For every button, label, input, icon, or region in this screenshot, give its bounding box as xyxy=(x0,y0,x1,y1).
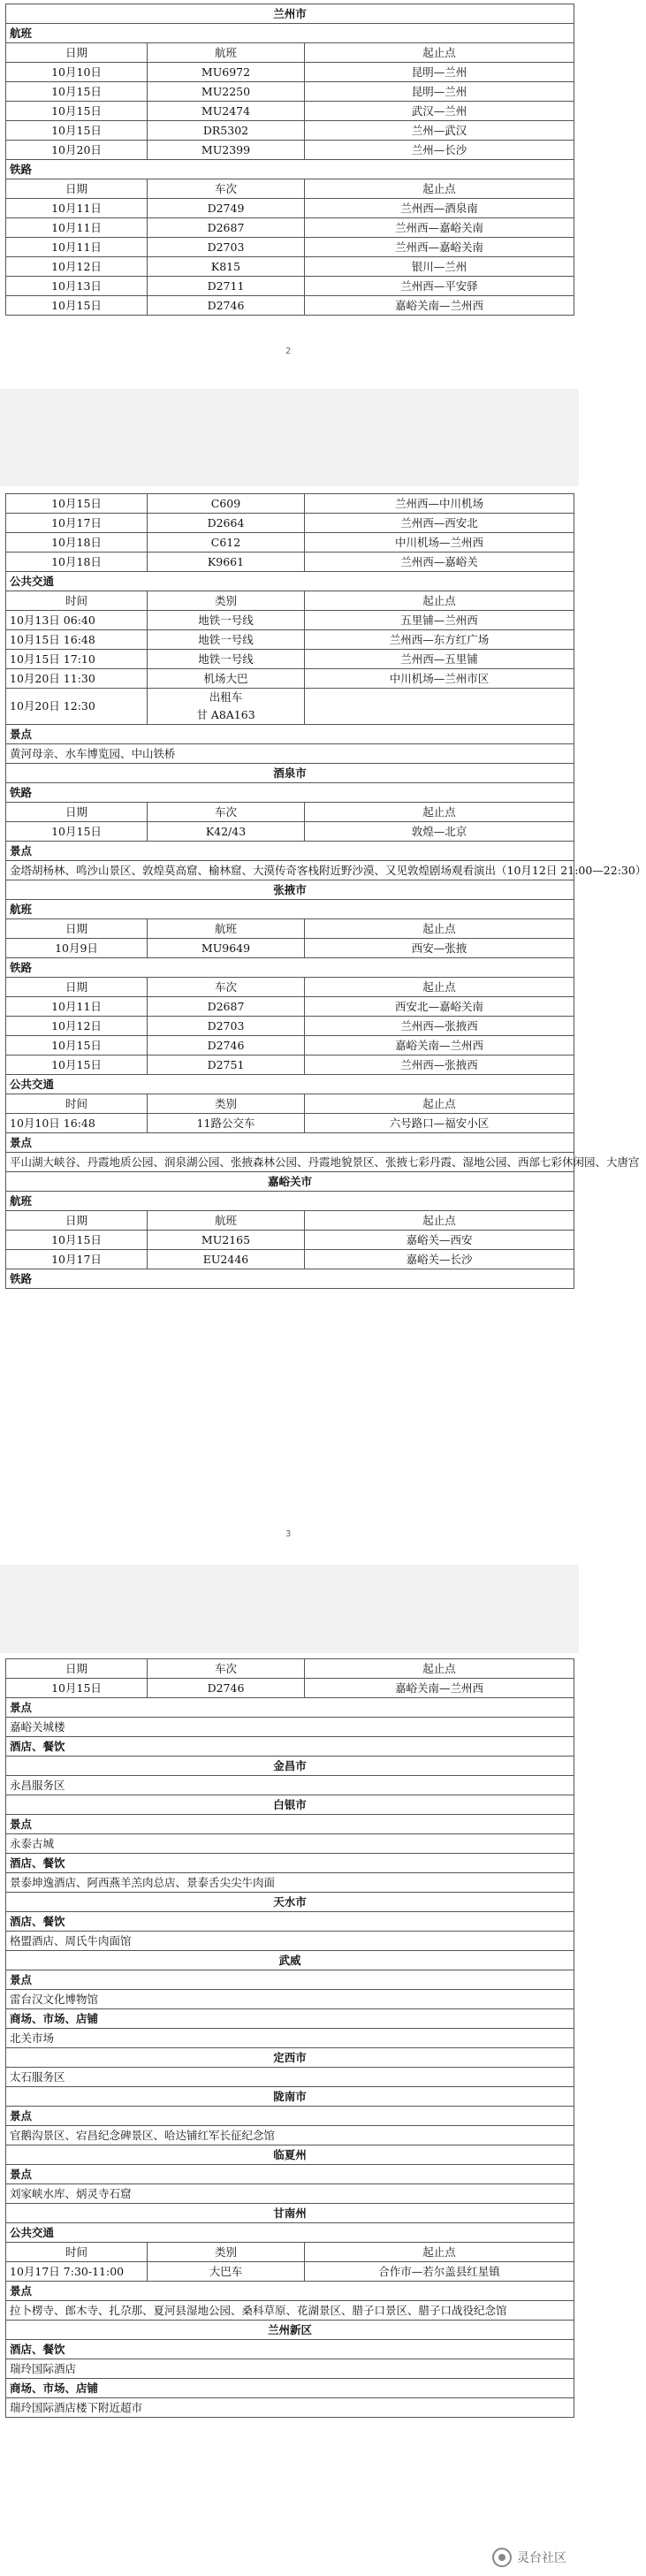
header-cell: 车次 xyxy=(148,179,305,199)
table-row xyxy=(6,277,574,296)
section-label: 景点 xyxy=(6,1698,574,1718)
route-cell: 兰州西—西安北 xyxy=(305,514,574,533)
route-cell: 昆明—兰州 xyxy=(305,82,574,102)
route-cell: 中川机场—兰州市区 xyxy=(305,669,574,689)
header-cell: 时间 xyxy=(6,591,148,611)
table-row xyxy=(6,141,574,160)
table-row xyxy=(6,822,574,842)
header-cell: 起止点 xyxy=(305,803,574,822)
header-cell: 起止点 xyxy=(305,1211,574,1231)
route-cell: 嘉峪关南—兰州西 xyxy=(305,1679,574,1698)
page-number: 2 xyxy=(285,347,292,356)
date-cell: 10月15日 xyxy=(6,82,148,102)
train-cell: D2703 xyxy=(148,1017,305,1036)
type-cell xyxy=(148,689,305,725)
food-list: 景泰坤逸酒店、阿西燕羊羔肉总店、景泰舌尖尖牛肉面 xyxy=(6,1873,574,1893)
table-row xyxy=(6,650,574,669)
type-cell: 11路公交车 xyxy=(148,1114,305,1133)
date-cell: 10月11日 xyxy=(6,218,148,238)
table-row xyxy=(6,218,574,238)
route-cell: 兰州西—张掖西 xyxy=(305,1056,574,1075)
flight-cell: MU9649 xyxy=(148,939,305,958)
route-cell: 兰州西—嘉峪关南 xyxy=(305,238,574,257)
date-cell: 10月15日 xyxy=(6,121,148,141)
header-cell: 日期 xyxy=(6,43,148,63)
scenic-list: 嘉峪关城楼 xyxy=(6,1718,574,1737)
date-cell: 10月18日 xyxy=(6,553,148,572)
type-cell: 地铁一号线 xyxy=(148,611,305,630)
table-row xyxy=(6,1036,574,1056)
section-label: 景点 xyxy=(6,1970,574,1990)
header-cell: 日期 xyxy=(6,978,148,997)
scenic-list: 平山湖大峡谷、丹霞地质公园、润泉湖公园、张掖森林公园、丹霞地貌景区、张掖七彩丹霞、湿地公园、西部七彩休闲园、大唐宫 xyxy=(6,1153,574,1172)
date-cell: 10月11日 xyxy=(6,199,148,218)
train-cell: D2746 xyxy=(148,1036,305,1056)
page3-table xyxy=(5,1658,574,2418)
taxi-label: 出租车 xyxy=(209,690,243,704)
scenic-list: 永泰古城 xyxy=(6,1834,574,1854)
table-row xyxy=(6,238,574,257)
table-row xyxy=(6,2262,574,2282)
date-cell: 10月12日 xyxy=(6,257,148,277)
route-cell: 兰州西—酒泉南 xyxy=(305,199,574,218)
scenic-list: 雷台汉文化博物馆 xyxy=(6,1990,574,2009)
document-page-2 xyxy=(0,486,646,1565)
route-cell xyxy=(305,689,574,725)
watermark xyxy=(492,2548,566,2567)
flight-cell: EU2446 xyxy=(148,1250,305,1269)
city-title: 张掖市 xyxy=(6,880,574,900)
route-cell: 银川—兰州 xyxy=(305,257,574,277)
header-cell: 日期 xyxy=(6,1659,148,1679)
type-cell: 大巴车 xyxy=(148,2262,305,2282)
section-label: 商场、市场、店铺 xyxy=(6,2379,574,2398)
section-label: 景点 xyxy=(6,2165,574,2184)
food-list: 格盟酒店、周氏牛肉面馆 xyxy=(6,1932,574,1951)
header-cell: 日期 xyxy=(6,919,148,939)
lanzhou-table xyxy=(5,4,574,316)
section-label: 酒店、餐饮 xyxy=(6,1912,574,1932)
scenic-list: 官鹅沟景区、宕昌纪念碑景区、哈达铺红军长征纪念馆 xyxy=(6,2126,574,2145)
scenic-list: 金塔胡杨林、鸣沙山景区、敦煌莫高窟、榆林窟、大漠传奇客栈附近野沙漠、又见敦煌剧场观看演出（10月12日 21:00—22:30） xyxy=(6,861,574,880)
section-label: 公共交通 xyxy=(6,572,574,591)
flight-cell: MU2399 xyxy=(148,141,305,160)
section-label: 景点 xyxy=(6,2107,574,2126)
route-cell: 敦煌—北京 xyxy=(305,822,574,842)
train-cell: D2703 xyxy=(148,238,305,257)
food-list: 瑞玲国际酒店 xyxy=(6,2359,574,2379)
route-cell: 兰州西—嘉峪关南 xyxy=(305,218,574,238)
date-cell: 10月18日 xyxy=(6,533,148,553)
section-label: 酒店、餐饮 xyxy=(6,1854,574,1873)
train-cell: D2687 xyxy=(148,997,305,1017)
type-cell: 地铁一号线 xyxy=(148,630,305,650)
table-row xyxy=(6,611,574,630)
section-label: 铁路 xyxy=(6,783,574,803)
page-gap xyxy=(0,1565,579,1653)
date-cell: 10月15日 xyxy=(6,102,148,121)
header-cell: 日期 xyxy=(6,803,148,822)
scenic-list: 黄河母亲、水车博览园、中山铁桥 xyxy=(6,744,574,764)
train-cell: D2746 xyxy=(148,296,305,316)
header-cell: 类别 xyxy=(148,591,305,611)
table-header-row xyxy=(6,591,574,611)
route-cell: 兰州西—平安驿 xyxy=(305,277,574,296)
header-cell: 起止点 xyxy=(305,591,574,611)
train-cell: D2664 xyxy=(148,514,305,533)
section-label: 酒店、餐饮 xyxy=(6,2340,574,2359)
table-row xyxy=(6,1679,574,1698)
table-header-row xyxy=(6,179,574,199)
section-label: 航班 xyxy=(6,24,574,43)
route-cell: 兰州西—东方红广场 xyxy=(305,630,574,650)
route-cell: 嘉峪关南—兰州西 xyxy=(305,296,574,316)
table-row xyxy=(6,63,574,82)
section-label: 酒店、餐饮 xyxy=(6,1737,574,1757)
train-cell: D2711 xyxy=(148,277,305,296)
flight-cell: DR5302 xyxy=(148,121,305,141)
header-cell: 起止点 xyxy=(305,919,574,939)
header-cell: 车次 xyxy=(148,1659,305,1679)
header-cell: 时间 xyxy=(6,1094,148,1114)
city-title: 金昌市 xyxy=(6,1757,574,1776)
route-cell: 嘉峪关—西安 xyxy=(305,1231,574,1250)
route-cell: 中川机场—兰州西 xyxy=(305,533,574,553)
table-row xyxy=(6,1250,574,1269)
header-cell: 起止点 xyxy=(305,1094,574,1114)
date-cell: 10月15日 xyxy=(6,1231,148,1250)
train-cell: D2687 xyxy=(148,218,305,238)
flight-cell: MU6972 xyxy=(148,63,305,82)
table-header-row xyxy=(6,1211,574,1231)
header-cell: 航班 xyxy=(148,43,305,63)
route-cell: 西安—张掖 xyxy=(305,939,574,958)
section-label: 航班 xyxy=(6,900,574,919)
train-cell: C612 xyxy=(148,533,305,553)
date-cell: 10月11日 xyxy=(6,238,148,257)
table-header-row xyxy=(6,2243,574,2262)
header-cell: 时间 xyxy=(6,2243,148,2262)
header-cell: 航班 xyxy=(148,919,305,939)
train-cell: D2751 xyxy=(148,1056,305,1075)
flight-cell: MU2165 xyxy=(148,1231,305,1250)
date-cell: 10月10日 xyxy=(6,63,148,82)
header-cell: 起止点 xyxy=(305,1659,574,1679)
date-cell: 10月17日 xyxy=(6,514,148,533)
section-label: 公共交通 xyxy=(6,1075,574,1094)
section-label: 景点 xyxy=(6,1815,574,1834)
table-row xyxy=(6,257,574,277)
table-row xyxy=(6,1017,574,1036)
table-header-row xyxy=(6,43,574,63)
wechat-logo-icon xyxy=(492,2548,512,2567)
date-cell: 10月12日 xyxy=(6,1017,148,1036)
route-cell: 兰州西—张掖西 xyxy=(305,1017,574,1036)
date-cell: 10月9日 xyxy=(6,939,148,958)
table-header-row xyxy=(6,919,574,939)
city-title: 天水市 xyxy=(6,1893,574,1912)
time-cell: 10月15日 16:48 xyxy=(6,630,148,650)
market-list: 北关市场 xyxy=(6,2029,574,2048)
section-label: 铁路 xyxy=(6,958,574,978)
table-row xyxy=(6,553,574,572)
table-row xyxy=(6,1056,574,1075)
table-row xyxy=(6,1114,574,1133)
food-list: 永昌服务区 xyxy=(6,1776,574,1795)
train-cell: D2749 xyxy=(148,199,305,218)
header-cell: 日期 xyxy=(6,179,148,199)
table-row xyxy=(6,102,574,121)
route-cell: 武汉—兰州 xyxy=(305,102,574,121)
date-cell: 10月15日 xyxy=(6,1679,148,1698)
table-row xyxy=(6,82,574,102)
section-label: 景点 xyxy=(6,2282,574,2301)
route-cell: 昆明—兰州 xyxy=(305,63,574,82)
section-label: 航班 xyxy=(6,1192,574,1211)
header-cell: 日期 xyxy=(6,1211,148,1231)
header-cell: 起止点 xyxy=(305,179,574,199)
table-row xyxy=(6,939,574,958)
type-cell: 地铁一号线 xyxy=(148,650,305,669)
section-label: 商场、市场、店铺 xyxy=(6,2009,574,2029)
table-header-row xyxy=(6,978,574,997)
table-header-row xyxy=(6,803,574,822)
type-cell: 机场大巴 xyxy=(148,669,305,689)
city-title: 兰州市 xyxy=(6,4,574,24)
table-row xyxy=(6,121,574,141)
time-cell: 10月17日 7:30-11:00 xyxy=(6,2262,148,2282)
table-row xyxy=(6,199,574,218)
date-cell: 10月17日 xyxy=(6,1250,148,1269)
route-cell: 兰州西—五里铺 xyxy=(305,650,574,669)
route-cell: 六号路口—福安小区 xyxy=(305,1114,574,1133)
table-row xyxy=(6,630,574,650)
city-title: 白银市 xyxy=(6,1795,574,1815)
date-cell: 10月15日 xyxy=(6,494,148,514)
section-label: 铁路 xyxy=(6,1269,574,1289)
plate-label: 甘 A8A163 xyxy=(196,708,255,721)
table-row xyxy=(6,296,574,316)
document-page-3 xyxy=(0,1653,579,2576)
train-cell: D2746 xyxy=(148,1679,305,1698)
header-cell: 起止点 xyxy=(305,43,574,63)
date-cell: 10月20日 xyxy=(6,141,148,160)
watermark-label: 灵台社区 xyxy=(517,2551,566,2565)
city-title: 甘南州 xyxy=(6,2204,574,2223)
flight-cell: MU2250 xyxy=(148,82,305,102)
city-title: 定西市 xyxy=(6,2048,574,2068)
table-row xyxy=(6,533,574,553)
time-cell: 10月13日 06:40 xyxy=(6,611,148,630)
scenic-list: 拉卜楞寺、郎木寺、扎尕那、夏河县湿地公园、桑科草原、花湖景区、腊子口景区、腊子口战役纪念馆 xyxy=(6,2301,574,2321)
time-cell: 10月20日 11:30 xyxy=(6,669,148,689)
flight-cell: MU2474 xyxy=(148,102,305,121)
route-cell: 嘉峪关南—兰州西 xyxy=(305,1036,574,1056)
document-page-1 xyxy=(0,0,579,389)
header-cell: 类别 xyxy=(148,2243,305,2262)
section-label: 景点 xyxy=(6,725,574,744)
route-cell: 兰州西—嘉峪关 xyxy=(305,553,574,572)
header-cell: 车次 xyxy=(148,803,305,822)
city-title: 兰州新区 xyxy=(6,2321,574,2340)
route-cell: 兰州西—中川机场 xyxy=(305,494,574,514)
date-cell: 10月15日 xyxy=(6,296,148,316)
city-title: 临夏州 xyxy=(6,2145,574,2165)
train-cell: K815 xyxy=(148,257,305,277)
city-title: 陇南市 xyxy=(6,2087,574,2107)
route-cell: 嘉峪关—长沙 xyxy=(305,1250,574,1269)
route-cell: 兰州—长沙 xyxy=(305,141,574,160)
page-number: 3 xyxy=(285,1529,292,1539)
table-row xyxy=(6,1231,574,1250)
route-cell: 合作市—若尔盖县红星镇 xyxy=(305,2262,574,2282)
header-cell: 类别 xyxy=(148,1094,305,1114)
header-cell: 起止点 xyxy=(305,978,574,997)
market-list: 瑞玲国际酒店楼下附近超市 xyxy=(6,2398,574,2418)
section-label: 铁路 xyxy=(6,160,574,179)
time-cell: 10月15日 17:10 xyxy=(6,650,148,669)
city-title: 武威 xyxy=(6,1951,574,1970)
scenic-list: 刘家峡水库、炳灵寺石窟 xyxy=(6,2184,574,2204)
table-row xyxy=(6,669,574,689)
time-cell: 10月10日 16:48 xyxy=(6,1114,148,1133)
date-cell: 10月11日 xyxy=(6,997,148,1017)
section-label: 公共交通 xyxy=(6,2223,574,2243)
table-row xyxy=(6,514,574,533)
header-cell: 车次 xyxy=(148,978,305,997)
section-label: 景点 xyxy=(6,1133,574,1153)
date-cell: 10月15日 xyxy=(6,1056,148,1075)
date-cell: 10月13日 xyxy=(6,277,148,296)
header-cell: 航班 xyxy=(148,1211,305,1231)
time-cell: 10月20日 12:30 xyxy=(6,689,148,725)
train-cell: C609 xyxy=(148,494,305,514)
date-cell: 10月15日 xyxy=(6,822,148,842)
table-row xyxy=(6,494,574,514)
food-list: 太石服务区 xyxy=(6,2068,574,2087)
table-header-row xyxy=(6,1094,574,1114)
train-cell: K42/43 xyxy=(148,822,305,842)
city-title: 嘉峪关市 xyxy=(6,1172,574,1192)
table-header-row xyxy=(6,1659,574,1679)
page-gap xyxy=(0,389,579,486)
route-cell: 兰州—武汉 xyxy=(305,121,574,141)
table-row xyxy=(6,689,574,725)
route-cell: 西安北—嘉峪关南 xyxy=(305,997,574,1017)
train-cell: K9661 xyxy=(148,553,305,572)
header-cell: 起止点 xyxy=(305,2243,574,2262)
section-label: 景点 xyxy=(6,842,574,861)
date-cell: 10月15日 xyxy=(6,1036,148,1056)
table-row xyxy=(6,997,574,1017)
page2-table xyxy=(5,493,646,1289)
city-title: 酒泉市 xyxy=(6,764,574,783)
route-cell: 五里铺—兰州西 xyxy=(305,611,574,630)
